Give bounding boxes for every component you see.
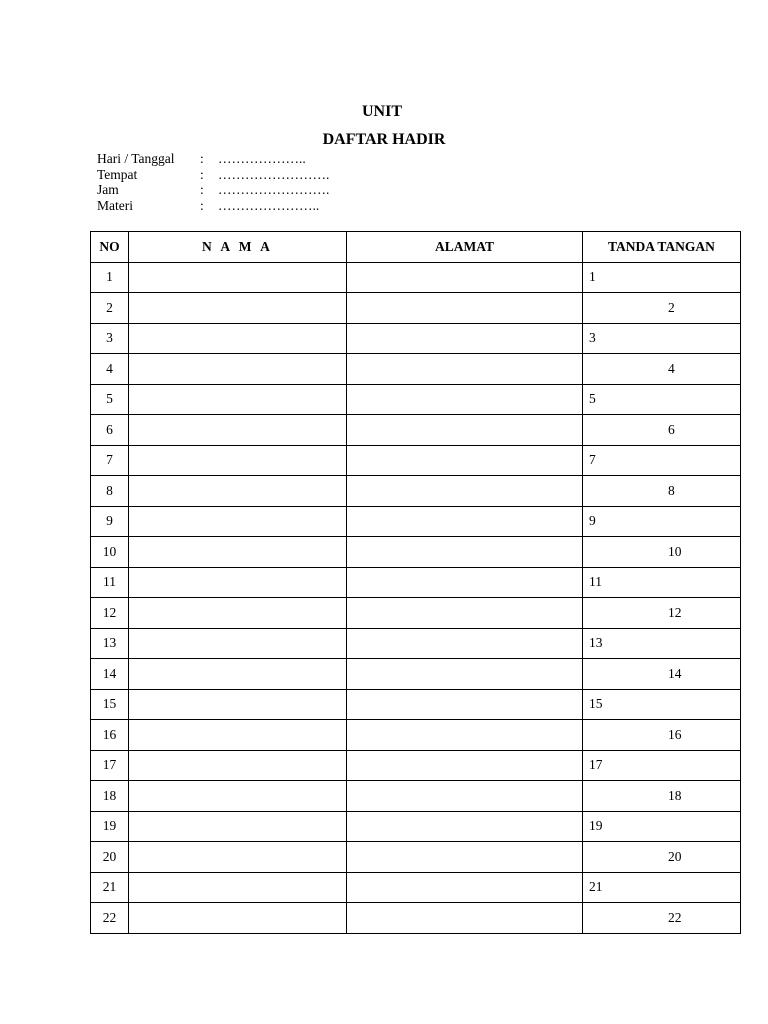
table-row [91,720,741,751]
table-row [91,811,741,842]
row-number: 16 [91,720,129,751]
info-row-material [97,198,329,214]
signature-cell[interactable]: 21 [583,872,741,903]
signature-cell[interactable]: 3 [583,323,741,354]
attendance-table [90,231,741,934]
nama-cell[interactable] [129,720,347,751]
nama-cell[interactable] [129,476,347,507]
info-value: ……………………. [218,182,330,197]
row-number: 15 [91,689,129,720]
nama-cell[interactable] [129,903,347,934]
table-row [91,872,741,903]
row-number: 7 [91,445,129,476]
info-label: Materi [97,197,133,213]
info-row-time [97,182,329,198]
table-row [91,323,741,354]
alamat-cell[interactable] [347,476,583,507]
alamat-cell[interactable] [347,354,583,385]
table-row [91,567,741,598]
signature-cell[interactable]: 10 [583,537,741,568]
signature-cell[interactable]: 12 [583,598,741,629]
nama-cell[interactable] [129,323,347,354]
info-block [97,151,329,213]
alamat-cell[interactable] [347,903,583,934]
header-alamat: ALAMAT [347,232,583,263]
signature-cell[interactable]: 7 [583,445,741,476]
info-colon: : [200,151,204,166]
table-header-row [91,232,741,263]
signature-cell[interactable]: 14 [583,659,741,690]
row-number: 9 [91,506,129,537]
nama-cell[interactable] [129,628,347,659]
table-row [91,903,741,934]
alamat-cell[interactable] [347,750,583,781]
nama-cell[interactable] [129,384,347,415]
nama-cell[interactable] [129,750,347,781]
nama-cell[interactable] [129,354,347,385]
table-row [91,750,741,781]
header-no: NO [91,232,129,263]
unit-title: UNIT [361,103,402,120]
alamat-cell[interactable] [347,445,583,476]
row-number: 1 [91,262,129,293]
signature-cell[interactable]: 20 [583,842,741,873]
signature-cell[interactable]: 18 [583,781,741,812]
nama-cell[interactable] [129,598,347,629]
row-number: 18 [91,781,129,812]
info-value: ……………….. [218,151,306,166]
table-row [91,476,741,507]
row-number: 14 [91,659,129,690]
row-number: 3 [91,323,129,354]
info-value: ………………….. [218,197,320,213]
table-row [91,659,741,690]
nama-cell[interactable] [129,781,347,812]
table-row [91,598,741,629]
alamat-cell[interactable] [347,598,583,629]
info-row-date [97,151,329,167]
signature-cell[interactable]: 16 [583,720,741,751]
alamat-cell[interactable] [347,628,583,659]
table-row [91,384,741,415]
nama-cell[interactable] [129,293,347,324]
alamat-cell[interactable] [347,323,583,354]
info-row-place [97,167,329,183]
info-label: Jam [97,182,119,197]
alamat-cell[interactable] [347,262,583,293]
row-number: 11 [91,567,129,598]
info-colon: : [200,166,204,182]
signature-cell[interactable]: 19 [583,811,741,842]
row-number: 5 [91,384,129,415]
row-number: 13 [91,628,129,659]
table-row [91,262,741,293]
nama-cell[interactable] [129,811,347,842]
nama-cell[interactable] [129,872,347,903]
nama-cell[interactable] [129,689,347,720]
signature-cell[interactable]: 5 [583,384,741,415]
table-row [91,415,741,446]
table-row [91,781,741,812]
table-row [91,689,741,720]
alamat-cell[interactable] [347,689,583,720]
nama-cell[interactable] [129,506,347,537]
signature-cell[interactable]: 6 [583,415,741,446]
header-nama: N A M A [129,232,347,263]
signature-cell[interactable]: 17 [583,750,741,781]
nama-cell[interactable] [129,445,347,476]
nama-cell[interactable] [129,567,347,598]
table-row [91,506,741,537]
row-number: 6 [91,415,129,446]
info-colon: : [200,182,204,197]
table-row [91,445,741,476]
alamat-cell[interactable] [347,811,583,842]
table-row [91,293,741,324]
alamat-cell[interactable] [347,537,583,568]
nama-cell[interactable] [129,262,347,293]
nama-cell[interactable] [129,415,347,446]
row-number: 22 [91,903,129,934]
signature-cell[interactable]: 1 [583,262,741,293]
alamat-cell[interactable] [347,293,583,324]
row-number: 19 [91,811,129,842]
row-number: 10 [91,537,129,568]
alamat-cell[interactable] [347,842,583,873]
row-number: 8 [91,476,129,507]
signature-cell[interactable]: 11 [583,567,741,598]
row-number: 4 [91,354,129,385]
nama-cell[interactable] [129,659,347,690]
signature-cell[interactable]: 8 [583,476,741,507]
row-number: 20 [91,842,129,873]
alamat-cell[interactable] [347,567,583,598]
table-row [91,628,741,659]
alamat-cell[interactable] [347,415,583,446]
document-title: DAFTAR HADIR [322,131,446,148]
row-number: 12 [91,598,129,629]
table-row [91,354,741,385]
info-label: Hari / Tanggal [97,151,175,166]
row-number: 2 [91,293,129,324]
row-number: 21 [91,872,129,903]
info-value: ……………………. [218,166,330,182]
alamat-cell[interactable] [347,506,583,537]
alamat-cell[interactable] [347,872,583,903]
alamat-cell[interactable] [347,720,583,751]
alamat-cell[interactable] [347,781,583,812]
signature-cell[interactable]: 22 [583,903,741,934]
nama-cell[interactable] [129,537,347,568]
header-tanda-tangan: TANDA TANGAN [583,232,741,263]
info-colon: : [200,197,204,213]
info-label: Tempat [97,166,138,182]
signature-cell[interactable]: 4 [583,354,741,385]
alamat-cell[interactable] [347,384,583,415]
signature-cell[interactable]: 9 [583,506,741,537]
table-row [91,842,741,873]
signature-cell[interactable]: 2 [583,293,741,324]
signature-cell[interactable]: 13 [583,628,741,659]
alamat-cell[interactable] [347,659,583,690]
table-row [91,537,741,568]
signature-cell[interactable]: 15 [583,689,741,720]
nama-cell[interactable] [129,842,347,873]
row-number: 17 [91,750,129,781]
